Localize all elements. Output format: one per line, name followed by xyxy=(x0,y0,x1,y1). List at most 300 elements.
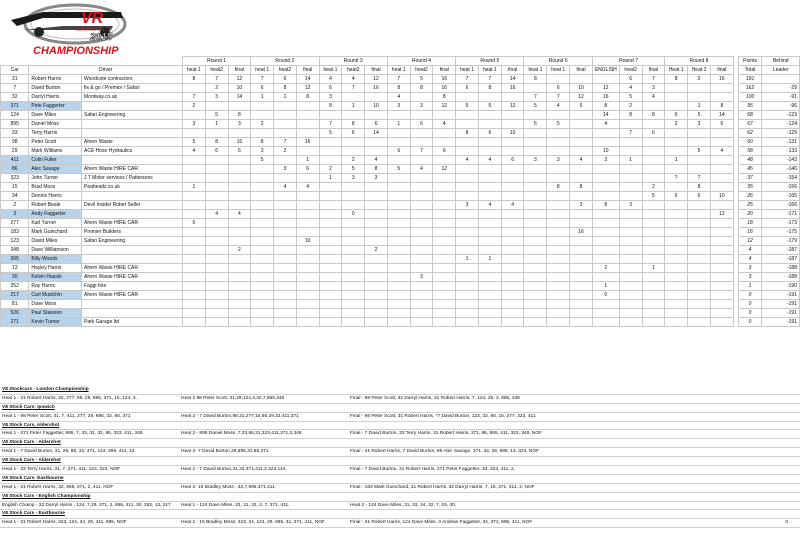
score-cell xyxy=(501,291,524,300)
score-cell xyxy=(570,318,593,327)
score-cell xyxy=(570,120,593,129)
score-cell xyxy=(342,300,365,309)
heat-header: final xyxy=(433,66,456,75)
score-cell: 3 xyxy=(342,174,365,183)
score-cell xyxy=(410,309,433,318)
score-cell xyxy=(228,102,251,111)
event-title xyxy=(0,422,800,431)
score-cell: 1 xyxy=(688,102,711,111)
score-cell xyxy=(711,264,734,273)
points-total: 0 xyxy=(738,318,762,327)
car-number: 124 xyxy=(1,111,29,120)
score-cell xyxy=(592,75,619,84)
table-row xyxy=(1,318,800,327)
score-cell: 6 xyxy=(619,75,642,84)
score-cell: 6 xyxy=(410,120,433,129)
score-cell: 3 xyxy=(592,156,619,165)
team-name: fix & go / Premior / Safari xyxy=(82,84,183,93)
score-cell xyxy=(251,255,274,264)
event-title xyxy=(0,457,800,466)
score-cell xyxy=(688,84,711,93)
score-cell xyxy=(478,309,501,318)
table-row xyxy=(1,138,800,147)
score-cell: 1 xyxy=(456,255,479,264)
score-cell: 2 xyxy=(592,264,619,273)
score-cell: 6 xyxy=(456,84,479,93)
score-cell xyxy=(274,255,297,264)
heat1-result: Heat 1 - 33 Terry Harris, 31, 7, 371, 411, 124, 323, NOF xyxy=(2,467,121,473)
score-cell xyxy=(619,264,642,273)
event-title xyxy=(0,475,800,484)
score-cell: 7 xyxy=(410,147,433,156)
driver-name: John Turner xyxy=(29,174,82,183)
score-cell xyxy=(182,264,205,273)
score-cell xyxy=(410,210,433,219)
score-cell xyxy=(547,300,570,309)
score-cell xyxy=(319,282,342,291)
score-cell xyxy=(711,282,734,291)
score-cell xyxy=(319,228,342,237)
score-cell xyxy=(251,309,274,318)
score-cell: 8 xyxy=(274,84,297,93)
score-cell xyxy=(251,264,274,273)
score-cell xyxy=(205,246,228,255)
score-cell xyxy=(433,174,456,183)
score-cell: 5 xyxy=(688,147,711,156)
score-cell: 1 xyxy=(642,264,665,273)
score-cell xyxy=(642,147,665,156)
score-cell: 5 xyxy=(547,120,570,129)
score-cell xyxy=(182,174,205,183)
score-cell xyxy=(524,300,547,309)
score-cell xyxy=(319,309,342,318)
score-cell xyxy=(205,228,228,237)
score-cell xyxy=(524,228,547,237)
score-cell xyxy=(665,183,688,192)
score-cell xyxy=(296,255,319,264)
score-cell: 7 xyxy=(547,93,570,102)
car-number: 371 xyxy=(1,102,29,111)
car-number: 183 xyxy=(1,228,29,237)
team-name: Ahern Waste HIRE CAR xyxy=(82,291,183,300)
score-cell xyxy=(665,246,688,255)
round-header: Round 4 xyxy=(387,57,455,66)
score-cell xyxy=(547,138,570,147)
score-cell xyxy=(251,237,274,246)
score-cell xyxy=(619,183,642,192)
score-cell: 3 xyxy=(524,156,547,165)
score-cell xyxy=(570,75,593,84)
score-cell: 16 xyxy=(365,84,388,93)
score-cell xyxy=(342,192,365,201)
score-cell xyxy=(274,291,297,300)
score-cell xyxy=(642,156,665,165)
points-behind: -124 xyxy=(762,120,800,129)
score-cell xyxy=(228,165,251,174)
score-cell xyxy=(547,75,570,84)
score-cell xyxy=(274,192,297,201)
score-cell xyxy=(365,237,388,246)
score-cell xyxy=(342,291,365,300)
score-cell xyxy=(524,237,547,246)
score-cell xyxy=(387,237,410,246)
score-cell: 4 xyxy=(619,84,642,93)
score-cell xyxy=(182,228,205,237)
logo-title: CHAMPIONSHIP xyxy=(33,45,119,57)
table-row xyxy=(1,273,800,282)
score-cell xyxy=(433,273,456,282)
score-cell xyxy=(274,120,297,129)
score-cell xyxy=(228,174,251,183)
score-cell xyxy=(592,318,619,327)
score-cell xyxy=(478,111,501,120)
table-row xyxy=(1,300,800,309)
score-cell xyxy=(570,309,593,318)
score-cell xyxy=(387,210,410,219)
score-cell xyxy=(228,219,251,228)
score-cell xyxy=(688,93,711,102)
score-cell xyxy=(642,282,665,291)
score-cell: 12 xyxy=(296,84,319,93)
points-total: 100 xyxy=(738,93,762,102)
score-cell xyxy=(296,291,319,300)
score-cell xyxy=(251,165,274,174)
event-results xyxy=(0,430,800,439)
score-cell xyxy=(592,246,619,255)
team-name: Faggi hire xyxy=(82,282,183,291)
score-cell xyxy=(642,102,665,111)
score-cell xyxy=(319,111,342,120)
score-cell: 3 xyxy=(547,156,570,165)
score-cell xyxy=(365,111,388,120)
score-cell xyxy=(387,138,410,147)
score-cell xyxy=(524,309,547,318)
heat-header: final xyxy=(642,66,665,75)
score-cell xyxy=(619,309,642,318)
score-cell xyxy=(619,291,642,300)
points-behind: -91 xyxy=(762,93,800,102)
score-cell xyxy=(365,93,388,102)
final-result: Final - 31 Robert Harris, 7 David Burton, 86 Alec Savage, 371, 32, 29, 895, 13, 323, NOF xyxy=(350,449,540,455)
points-total: 16 xyxy=(738,228,762,237)
points-behind: -191 xyxy=(762,291,800,300)
score-cell xyxy=(365,210,388,219)
score-cell: 6 xyxy=(296,165,319,174)
score-cell xyxy=(319,237,342,246)
score-cell: 3 xyxy=(456,201,479,210)
score-cell xyxy=(619,273,642,282)
points-behind: -123 xyxy=(762,111,800,120)
score-cell xyxy=(501,165,524,174)
team-name xyxy=(82,102,183,111)
score-cell xyxy=(387,273,410,282)
score-cell xyxy=(410,111,433,120)
score-cell xyxy=(478,210,501,219)
score-cell xyxy=(205,255,228,264)
points-behind: -165 xyxy=(762,192,800,201)
score-cell xyxy=(665,291,688,300)
score-cell: 5 xyxy=(319,129,342,138)
score-cell xyxy=(688,237,711,246)
score-cell xyxy=(182,318,205,327)
team-name: ACE Hose Hydraulics xyxy=(82,147,183,156)
standings-table xyxy=(0,56,800,327)
score-cell: 12 xyxy=(570,93,593,102)
score-cell xyxy=(182,129,205,138)
score-cell: 8 xyxy=(547,183,570,192)
points-total: 1 xyxy=(738,282,762,291)
score-cell xyxy=(410,246,433,255)
score-cell xyxy=(524,291,547,300)
score-cell xyxy=(547,309,570,318)
score-cell xyxy=(342,147,365,156)
score-cell xyxy=(342,282,365,291)
score-cell: 5 xyxy=(456,102,479,111)
score-cell: 7 xyxy=(642,75,665,84)
score-cell xyxy=(456,192,479,201)
score-cell: 3 xyxy=(688,120,711,129)
score-cell: 7 xyxy=(688,174,711,183)
score-cell xyxy=(711,246,734,255)
score-cell: 8 xyxy=(433,93,456,102)
driver-name: David Burton xyxy=(29,84,82,93)
score-cell xyxy=(711,318,734,327)
score-cell xyxy=(547,111,570,120)
score-cell xyxy=(570,237,593,246)
heat-header: heat 1 xyxy=(251,66,274,75)
driver-name: Terry Harris xyxy=(29,129,82,138)
car-number: 86 xyxy=(1,165,29,174)
round-header: Round 3 xyxy=(319,57,387,66)
team-name: Ahern Waste xyxy=(82,138,183,147)
score-cell xyxy=(319,264,342,273)
table-row xyxy=(1,264,800,273)
score-cell xyxy=(592,309,619,318)
score-cell xyxy=(478,147,501,156)
car-number: 30 xyxy=(1,273,29,282)
score-cell xyxy=(205,282,228,291)
score-cell xyxy=(478,93,501,102)
score-cell xyxy=(456,138,479,147)
score-cell xyxy=(365,255,388,264)
score-cell: 7 xyxy=(274,138,297,147)
score-cell xyxy=(433,129,456,138)
score-cell xyxy=(205,318,228,327)
score-cell: 4 xyxy=(296,183,319,192)
car-number: 3 xyxy=(1,210,29,219)
score-cell xyxy=(228,201,251,210)
score-cell xyxy=(501,300,524,309)
score-cell xyxy=(433,318,456,327)
score-cell: 6 xyxy=(642,129,665,138)
score-cell: 7 xyxy=(619,129,642,138)
score-cell xyxy=(665,282,688,291)
score-cell: 5 xyxy=(251,156,274,165)
score-cell: 6 xyxy=(478,129,501,138)
score-cell xyxy=(387,228,410,237)
score-cell xyxy=(228,237,251,246)
score-cell: 4 xyxy=(274,183,297,192)
score-cell: 3 xyxy=(619,201,642,210)
score-cell: 3 xyxy=(387,102,410,111)
car-number: 33 xyxy=(1,129,29,138)
points-behind: -166 xyxy=(762,201,800,210)
event-title-text: V8 Stock Cars- Ipswich xyxy=(2,404,55,410)
driver-name: Billy Woods xyxy=(29,255,82,264)
round-header: Round 7 xyxy=(592,57,664,66)
heat-header: heat2 xyxy=(410,66,433,75)
score-cell xyxy=(711,174,734,183)
score-cell: 4 xyxy=(501,201,524,210)
score-cell: 4 xyxy=(182,147,205,156)
score-cell xyxy=(711,165,734,174)
score-cell xyxy=(592,138,619,147)
table-row xyxy=(1,147,800,156)
score-cell xyxy=(665,264,688,273)
score-cell xyxy=(501,138,524,147)
team-name: Safari Engineering xyxy=(82,111,183,120)
score-cell: 3 xyxy=(251,147,274,156)
score-cell: 4 xyxy=(342,75,365,84)
score-cell xyxy=(665,273,688,282)
score-cell xyxy=(570,192,593,201)
score-cell xyxy=(592,174,619,183)
score-cell xyxy=(547,264,570,273)
score-cell: 14 xyxy=(228,93,251,102)
heat1-result: Heat 1 - 7 David Burton, 31, 29, 86, 32, 371, 124, 895, 411, 13. xyxy=(2,449,136,455)
heat-header: heat2 xyxy=(274,66,297,75)
points-total: 191 xyxy=(738,75,762,84)
score-cell: 1 xyxy=(478,255,501,264)
score-cell: 2 xyxy=(228,246,251,255)
total-header: Total xyxy=(738,66,762,75)
car-number: 31 xyxy=(1,75,29,84)
score-cell: 2 xyxy=(365,246,388,255)
score-cell: 1 xyxy=(205,120,228,129)
score-cell xyxy=(274,318,297,327)
event-title xyxy=(0,404,800,413)
driver-name: Alec Savage xyxy=(29,165,82,174)
score-cell: 1 xyxy=(387,120,410,129)
score-cell xyxy=(619,228,642,237)
score-cell xyxy=(570,165,593,174)
score-cell: 5 xyxy=(688,111,711,120)
score-cell xyxy=(205,309,228,318)
score-cell xyxy=(251,228,274,237)
score-cell xyxy=(478,300,501,309)
score-cell xyxy=(296,102,319,111)
score-cell: 4 xyxy=(433,120,456,129)
score-cell xyxy=(274,129,297,138)
heat-header: final xyxy=(711,66,734,75)
score-cell xyxy=(456,237,479,246)
score-cell xyxy=(478,246,501,255)
score-cell xyxy=(711,183,734,192)
score-cell xyxy=(342,246,365,255)
score-cell: 16 xyxy=(501,84,524,93)
score-cell xyxy=(547,246,570,255)
score-cell: 12 xyxy=(711,210,734,219)
score-cell xyxy=(319,255,342,264)
score-cell: 16 xyxy=(296,138,319,147)
score-cell: 3 xyxy=(228,120,251,129)
score-cell: 6 xyxy=(365,120,388,129)
car-number: 29 xyxy=(1,147,29,156)
points-total: 58 xyxy=(738,147,762,156)
driver-name: Dave Moss xyxy=(29,300,82,309)
team-name: Peaheadz.co.uk xyxy=(82,183,183,192)
car-number: 252 xyxy=(1,282,29,291)
score-cell xyxy=(433,291,456,300)
score-cell: 14 xyxy=(296,75,319,84)
score-cell: 4 xyxy=(410,165,433,174)
score-cell xyxy=(433,183,456,192)
score-cell xyxy=(296,210,319,219)
event-title xyxy=(0,439,800,448)
score-cell xyxy=(365,228,388,237)
score-cell xyxy=(228,264,251,273)
score-cell xyxy=(501,192,524,201)
score-cell xyxy=(456,318,479,327)
score-cell xyxy=(547,318,570,327)
score-cell xyxy=(319,219,342,228)
score-cell xyxy=(342,111,365,120)
score-cell xyxy=(456,264,479,273)
leader-header: Leader xyxy=(762,66,800,75)
score-cell: 8 xyxy=(524,75,547,84)
score-cell xyxy=(274,228,297,237)
score-cell xyxy=(570,111,593,120)
score-cell xyxy=(711,273,734,282)
points-behind: -143 xyxy=(762,156,800,165)
score-cell xyxy=(296,111,319,120)
score-cell xyxy=(433,210,456,219)
score-cell xyxy=(456,165,479,174)
score-cell xyxy=(547,192,570,201)
score-cell xyxy=(619,147,642,156)
score-cell: 3 xyxy=(570,201,593,210)
score-cell xyxy=(274,246,297,255)
score-cell xyxy=(319,201,342,210)
score-cell xyxy=(619,165,642,174)
score-cell xyxy=(365,183,388,192)
score-cell xyxy=(251,192,274,201)
score-cell: 6 xyxy=(274,75,297,84)
score-cell xyxy=(410,237,433,246)
score-cell xyxy=(365,309,388,318)
score-cell xyxy=(296,174,319,183)
score-cell xyxy=(592,165,619,174)
final-result: Final - 7 David Burton, 33 Terry Harris, 31 Robert Harris, 371, 86, 895, 411, 323, 348, NOF xyxy=(350,431,543,437)
table-row xyxy=(1,237,800,246)
round-header: Round 1 xyxy=(182,57,250,66)
score-cell xyxy=(524,282,547,291)
final-result: Final - 7 David Burton, 31 Robert Harris, 371 Peter Faggetter, 33, 323, 411, 2, xyxy=(350,467,515,473)
score-cell xyxy=(205,300,228,309)
score-cell xyxy=(592,273,619,282)
score-cell xyxy=(365,282,388,291)
score-cell xyxy=(524,219,547,228)
score-cell: 3 xyxy=(182,120,205,129)
points-total: 37 xyxy=(738,174,762,183)
score-cell xyxy=(387,255,410,264)
score-cell xyxy=(365,300,388,309)
score-cell xyxy=(524,111,547,120)
score-cell xyxy=(319,156,342,165)
driver-name: David Miles xyxy=(29,237,82,246)
score-cell: 7 xyxy=(342,84,365,93)
event-title-text: V8 Stock Cars - Aldershot xyxy=(2,440,61,446)
